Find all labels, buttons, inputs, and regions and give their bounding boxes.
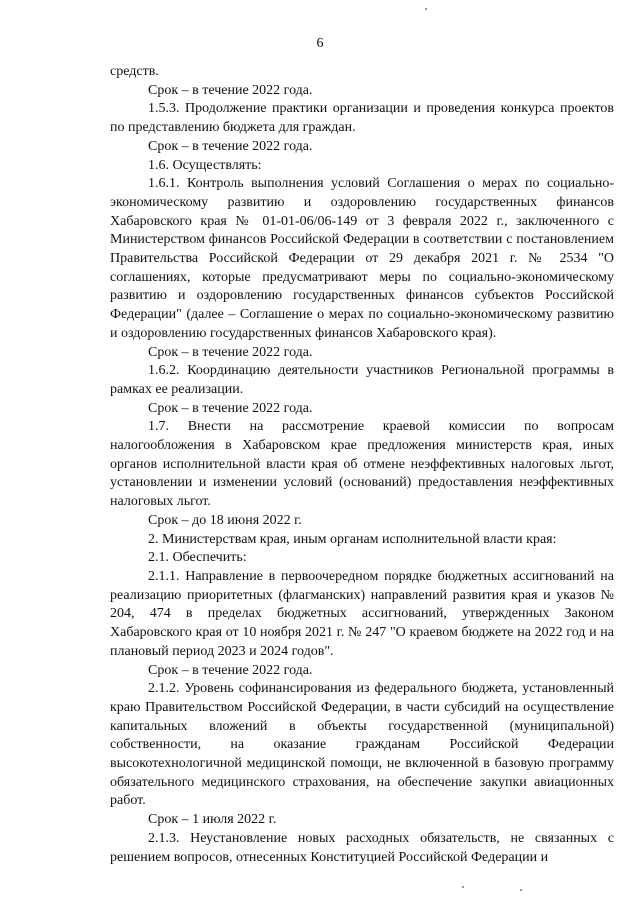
deadline-line: Срок – до 18 июня 2022 г. [148, 512, 302, 528]
deadline-line: Срок – в течение 2022 года. [148, 82, 313, 98]
page-number: 6 [316, 36, 324, 51]
scan-speck [425, 8, 427, 10]
paragraph-2: 2. Министерствам края, иным органам исполнительной власти края: [148, 531, 557, 547]
deadline-line: Срок – в течение 2022 года. [148, 138, 313, 154]
paragraph-2-1-2: 2.1.2. Уровень софинансирования из федерального бюджета, установленный краю Правительством Российской Федерации, в части субсидий на осуществление капитальных вложений в объекты государственной (муниципальной) собственности, на оказание гражданам Российской Федерации высокотехнологичной медицинской помощи, не включенной в базовую программу обязательного медицинского страхования, на обеспечение закупки авиационных работ. [110, 681, 614, 809]
deadline-line: Срок – в течение 2022 года. [148, 662, 313, 678]
document-body [110, 63, 614, 867]
paragraph-2-1-1: 2.1.1. Направление в первоочередном порядке бюджетных ассигнований на реализацию приоритетных (флагманских) направлений развития края и указов № 204, 474 в пределах бюджетных ассигнований, утвержденных Законом Хабаровского края от 10 ноября 2021 г. № 247 "О краевом бюджете на 2022 год и на плановый период 2023 и 2024 годов". [110, 568, 614, 659]
paragraph-continuation: средств. [110, 64, 159, 79]
paragraph-1-7: 1.7. Внести на рассмотрение краевой комиссии по вопросам налогообложения в Хабаровском крае предложения министерств края, иных органов исполнительной власти края об отмене неэффективных налоговых льгот, установлении и изменении условий (оснований) предоставления неэффективных налоговых льгот. [110, 419, 614, 510]
paragraph-2-1: 2.1. Обеспечить: [148, 550, 247, 566]
scan-speck [462, 886, 464, 888]
deadline-line: Срок – 1 июля 2022 г. [148, 812, 277, 828]
scan-speck [520, 889, 522, 891]
deadline-line: Срок – в течение 2022 года. [148, 400, 313, 416]
paragraph-1-6: 1.6. Осуществлять: [148, 157, 262, 173]
deadline-line: Срок – в течение 2022 года. [148, 344, 313, 360]
paragraph-2-1-3: 2.1.3. Неустановление новых расходных обязательств, не связанных с решением вопросов, отнесенных Конституцией Российской Федерации и [110, 830, 614, 865]
paragraph-1-6-1: 1.6.1. Контроль выполнения условий Соглашения о мерах по социально-экономическому развитию и оздоровлению государственных финансов Хабаровского края № 01-01-06/06-149 от 3 февраля 2022 г., заключенного с Министерством финансов Российской Федерации в соответствии с постановлением Правительства Российской Федерации от 29 декабря 2021 г. № 2534 "О соглашениях, которые предусматривают меры по социально-экономическому развитию и оздоровлению государственных финансов субъектов Российской Федерации" (далее – Соглашение о мерах по социально-экономическому развитию и оздоровлению государственных финансов Хабаровского края). [110, 176, 614, 341]
paragraph-1-5-3: 1.5.3. Продолжение практики организации и проведения конкурса проектов по представлению бюджета для граждан. [110, 101, 614, 136]
paragraph-1-6-2: 1.6.2. Координацию деятельности участников Региональной программы в рамках ее реализации. [110, 363, 614, 397]
